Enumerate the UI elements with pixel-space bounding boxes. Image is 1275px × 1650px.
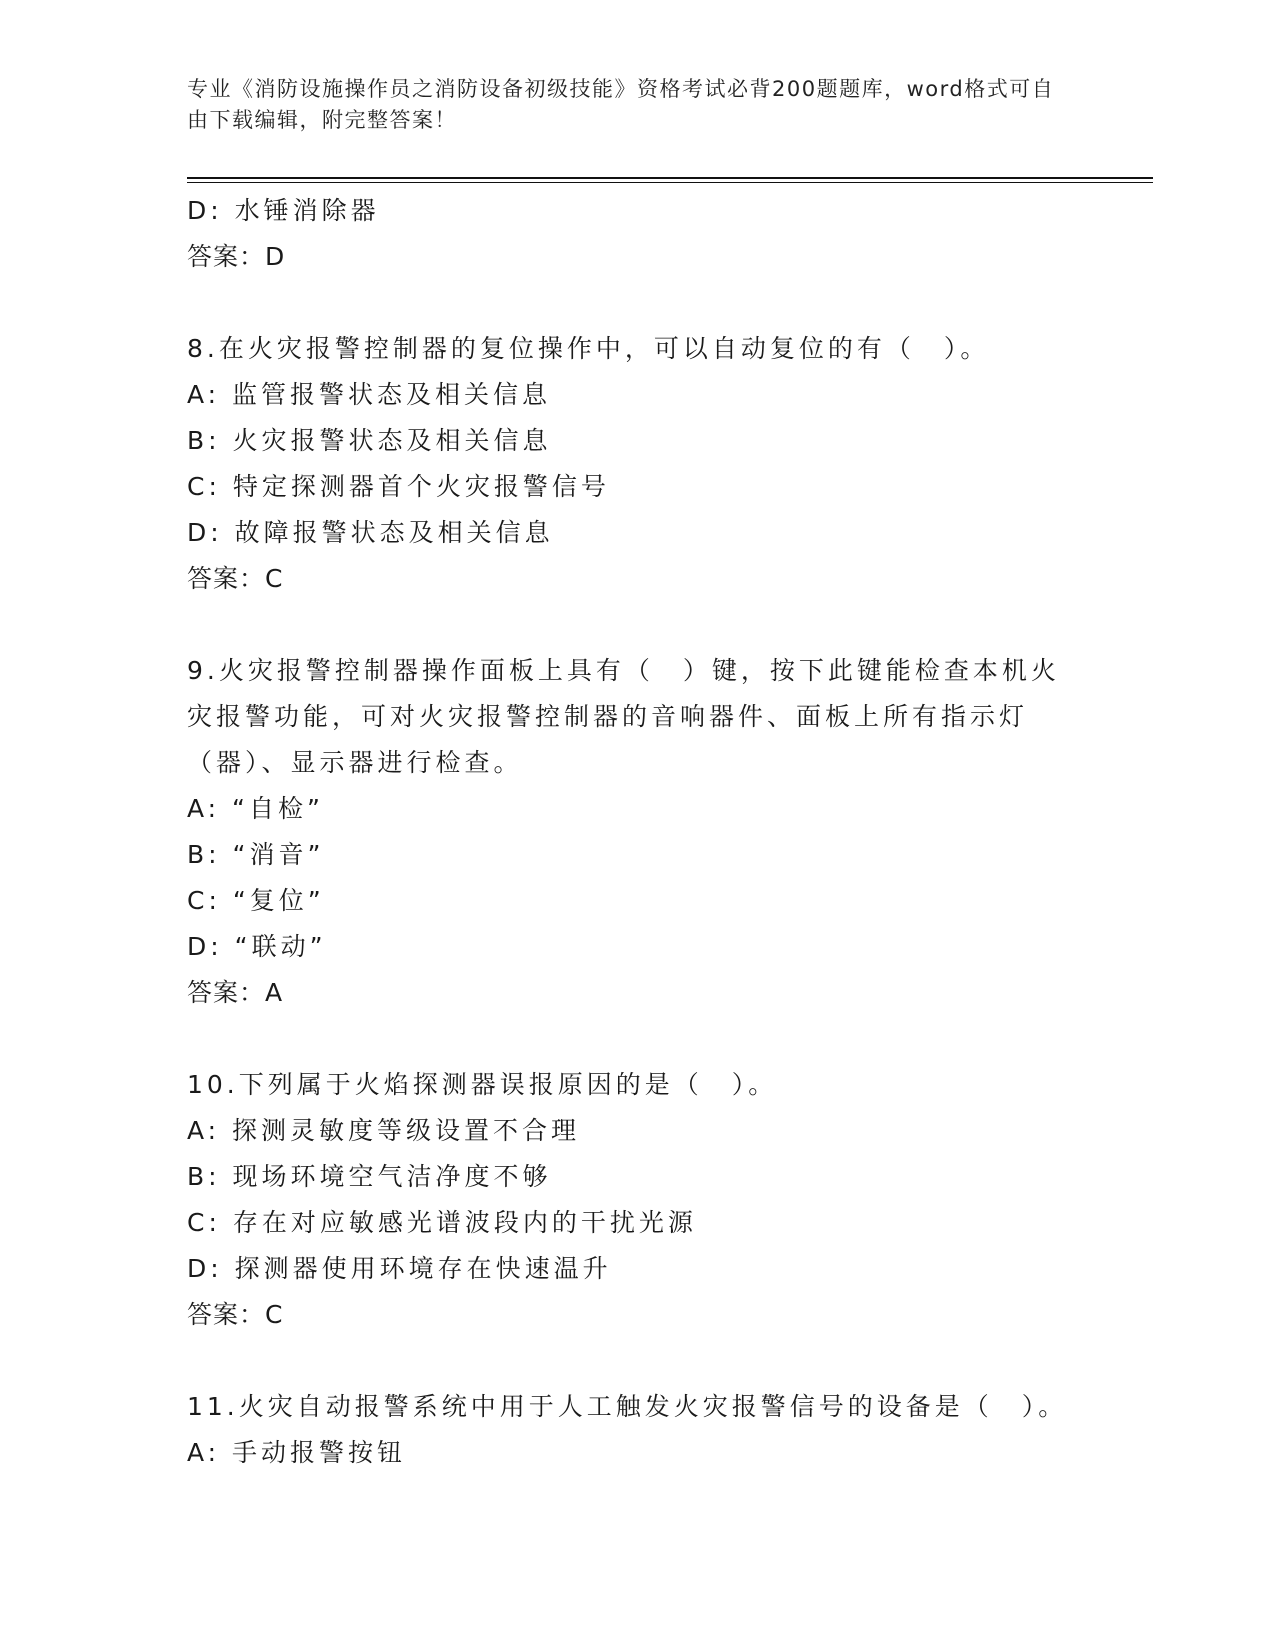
question-stem: 8.在火灾报警控制器的复位操作中，可以自动复位的有（ ）。: [187, 334, 990, 363]
spacer: [187, 280, 1087, 326]
option-c: C: “复位”: [187, 886, 325, 915]
option-a: A: 探测灵敏度等级设置不合理: [187, 1116, 581, 1145]
answer-label: 答案：: [187, 564, 266, 593]
option-b: B: 现场环境空气洁净度不够: [187, 1162, 552, 1191]
option-a: A: 监管报警状态及相关信息: [187, 380, 552, 409]
question-stem: 10.下列属于火焰探测器误报原因的是（ ）。: [187, 1070, 778, 1099]
question-stem: 11.火灾自动报警系统中用于人工触发火灾报警信号的设备是（ ）。: [187, 1392, 1068, 1421]
option-d: D: “联动”: [187, 932, 327, 961]
answer-label: 答案：: [187, 978, 266, 1007]
option-b: B: 火灾报警状态及相关信息: [187, 426, 552, 455]
header-divider-thick: [187, 177, 1153, 179]
spacer: [187, 602, 1087, 648]
option-a: A: 手动报警按钮: [187, 1438, 407, 1467]
question-stem: 9.火灾报警控制器操作面板上具有（ ）键，按下此键能检查本机火灾报警功能，可对火灾报警控制器的音响器件、面板上所有指示灯（器）、显示器进行检查。: [187, 656, 1060, 777]
option-a: A: “自检”: [187, 794, 324, 823]
header-divider-thin: [187, 182, 1153, 183]
question-8: [187, 326, 1087, 602]
option-d-fragment: D: 水锤消除器: [187, 196, 380, 225]
answer-line: [187, 970, 1087, 1016]
question-content: [187, 188, 1087, 1476]
question-11: [187, 1384, 1087, 1476]
option-c: C: 特定探测器首个火灾报警信号: [187, 472, 610, 501]
document-header-title: 专业《消防设施操作员之消防设备初级技能》资格考试必背200题题库，word格式可自由下载编辑，附完整答案！: [187, 77, 1055, 132]
answer-line: [187, 1292, 1087, 1338]
question-9: [187, 648, 1087, 1016]
answer-value: C: [265, 564, 284, 593]
answer-value: A: [265, 978, 284, 1007]
option-b: B: “消音”: [187, 840, 325, 869]
option-d: D: 探测器使用环境存在快速温升: [187, 1254, 612, 1283]
answer-line: [187, 556, 1087, 602]
question-10: [187, 1062, 1087, 1338]
answer-line-fragment: [187, 234, 1087, 280]
answer-label: 答案：: [187, 242, 266, 271]
option-d: D: 故障报警状态及相关信息: [187, 518, 554, 547]
option-c: C: 存在对应敏感光谱波段内的干扰光源: [187, 1208, 697, 1237]
answer-value: D: [265, 242, 286, 271]
spacer: [187, 1016, 1087, 1062]
answer-label: 答案：: [187, 1300, 266, 1329]
answer-value: C: [265, 1300, 284, 1329]
spacer: [187, 1338, 1087, 1384]
